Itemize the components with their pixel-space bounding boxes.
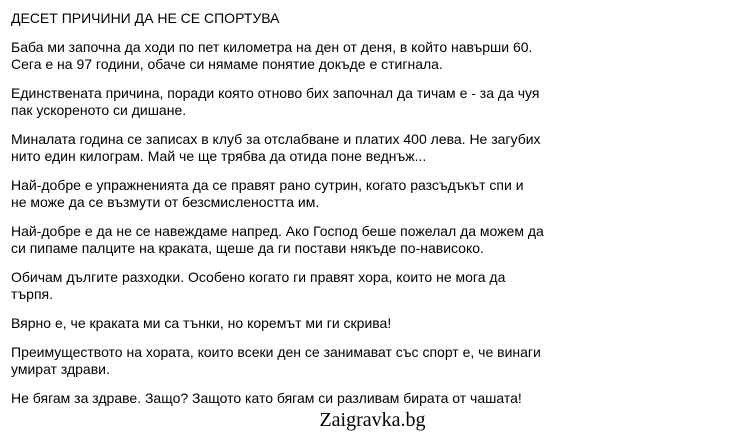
paragraph-line: търпя.	[11, 286, 53, 302]
paragraph-line: Единствената причина, поради която отново бих започнал да тичам е - за да чуя	[11, 85, 540, 101]
paragraph-line: нито един килограм. Май че ще трябва да отида поне веднъж...	[11, 148, 427, 164]
document-body	[11, 9, 726, 419]
paragraph-line: пак ускореното си дишане.	[11, 102, 187, 118]
paragraph-3	[11, 131, 726, 165]
paragraph-line: Баба ми започна да ходи по пет километра на ден от деня, в който навърши 60.	[11, 39, 533, 55]
paragraph-line: Вярно е, че краката ми са тънки, но коремът ми ги скрива!	[11, 315, 392, 331]
paragraph-6	[11, 269, 726, 303]
page-title: ДЕСЕТ ПРИЧИНИ ДА НЕ СЕ СПОРТУВА	[11, 10, 280, 26]
paragraph-line: Сега е на 97 години, обаче си нямаме понятие докъде е стигнала.	[11, 56, 443, 72]
paragraph-line: не може да се възмути от безсмислеността им.	[11, 194, 320, 210]
paragraph-line: умират здрави.	[11, 361, 110, 377]
paragraph-line: Най-добре е да не се навеждаме напред. Ако Господ беше пожелал да можем да	[11, 223, 544, 239]
paragraph-5	[11, 223, 726, 257]
paragraph-line: Най-добре е упражненията да се правят рано сутрин, когато разсъдъкът спи и	[11, 177, 524, 193]
paragraph-1	[11, 39, 726, 73]
paragraph-7	[11, 315, 726, 332]
paragraph-2	[11, 85, 726, 119]
paragraph-8	[11, 344, 726, 378]
paragraph-9	[11, 390, 726, 407]
paragraph-line: си пипаме палците на краката, щеше да ги постави някъде по-нависоко.	[11, 240, 484, 256]
paragraph-4	[11, 177, 726, 211]
site-watermark: Zaigravka.bg	[319, 409, 426, 431]
paragraph-line: Обичам дългите разходки. Особено когато ги правят хора, които не мога да	[11, 269, 506, 285]
paragraph-line: Миналата година се записах в клуб за отслабване и платих 400 лева. Не загубих	[11, 131, 541, 147]
paragraph-line: Не бягам за здраве. Защо? Защото като бягам си разливам бирата от чашата!	[11, 390, 522, 406]
paragraph-line: Преимуществото на хората, които всеки ден се занимават със спорт е, че винаги	[11, 344, 541, 360]
